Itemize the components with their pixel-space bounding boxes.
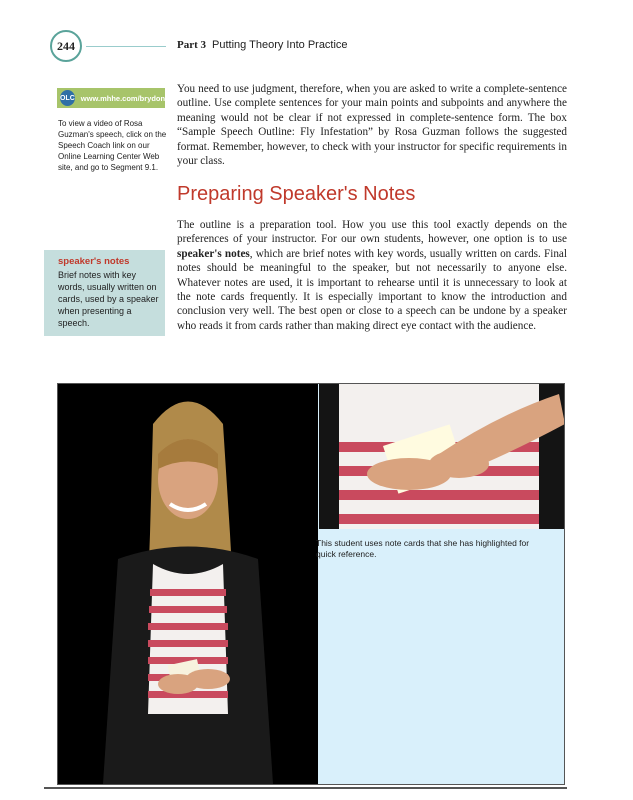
- definition-term: speaker's notes: [58, 256, 130, 267]
- olc-url[interactable]: www.mhhe.com/brydon8: [80, 93, 170, 103]
- page-number: 244: [50, 30, 82, 62]
- olc-link-badge[interactable]: [57, 88, 170, 108]
- note-cards-closeup-photo: [319, 384, 565, 529]
- margin-definition-box: [44, 250, 165, 336]
- part-label: Part 3: [177, 39, 207, 51]
- figure-caption: This student uses note cards that she has highlighted for quick reference.: [316, 538, 530, 559]
- video-note: To view a video of Rosa Guzman's speech, click on the Speech Coach link on our Online Learning Center Web site, and go to Segment 9.1.: [58, 119, 167, 172]
- header-rule: [86, 46, 166, 47]
- definition-text: Brief notes with key words, usually written on cards, used by a speaker when presenting a speech.: [58, 270, 159, 328]
- olc-logo-icon: OLC: [60, 90, 75, 106]
- student-speaking-photo: [58, 384, 318, 784]
- section-heading: Preparing Speaker's Notes: [177, 183, 416, 205]
- paragraph-outline: You need to use judgment, therefore, when you are asked to write a complete-sentence outline. Use complete sentences for your main points and subpoints and anywhere the meaning would not be clear if not expressed in complete-sentence form. The box “Sample Speech Outline: Fly Infestation” by Rosa Guzman follows the suggested format. Remember, however, to check with your instructor for specific requirements in your class.: [177, 83, 567, 168]
- bottom-rule: [44, 787, 567, 789]
- figure-photo: [57, 383, 565, 785]
- running-header: [177, 39, 348, 51]
- paragraph-text: , which are brief notes with key words, usually written on cards. Final notes should be meaningful to the speaker, but not necessarily to anyone else. Whatever notes are used, it is important to rehearse until it is unnecessary to look at the note cards frequently. It is especially important to know the introduction and conclusion very well. The best open or close to a speech can be undone by a speaker who reads it from cards rather than making direct eye contact with the audience.: [177, 247, 567, 332]
- part-title: Putting Theory Into Practice: [212, 39, 348, 51]
- paragraph-speakers-notes: [177, 218, 567, 333]
- key-term: speaker's notes: [177, 247, 250, 260]
- paragraph-text: The outline is a preparation tool. How you use this tool exactly depends on the preferences of your instructor. For our own students, however, one option is to use: [177, 219, 567, 246]
